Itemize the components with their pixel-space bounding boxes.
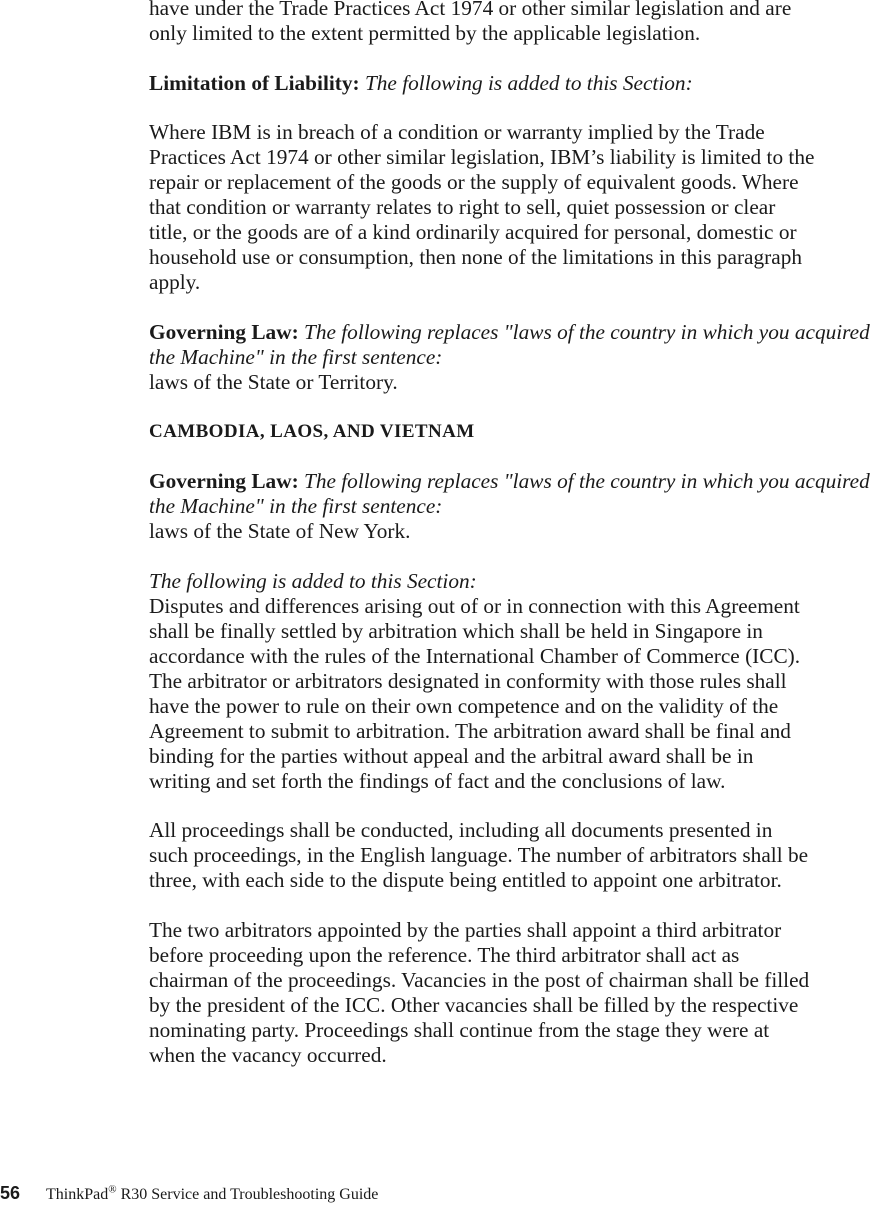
governing-law-intro: The following replaces "laws of the country in which you acquired [304, 320, 870, 344]
text-line: apply. [149, 270, 201, 294]
text-line: that condition or warranty relates to right to sell, quiet possession or clear [149, 195, 776, 219]
text-line: accordance with the rules of the International Chamber of Commerce (ICC). [149, 644, 801, 668]
text-line: by the president of the ICC. Other vacancies shall be filled by the respective [149, 993, 799, 1017]
text-line: only limited to the extent permitted by the applicable legislation. [149, 21, 701, 45]
text-line: All proceedings shall be conducted, including all documents presented in [149, 818, 773, 842]
page-footer [0, 1183, 378, 1205]
text-line: Practices Act 1974 or other similar legislation, IBM’s liability is limited to the [149, 145, 815, 169]
governing-law-intro-cont: the Machine" in the first sentence: [149, 345, 443, 369]
text-line: repair or replacement of the goods or the supply of equivalent goods. Where [149, 170, 799, 194]
text-line: chairman of the proceedings. Vacancies in the post of chairman shall be filled [149, 968, 810, 992]
limitation-intro: The following is added to this Section: [364, 71, 693, 95]
arbitrators-paragraph [149, 918, 878, 1068]
intro-paragraph [149, 0, 878, 46]
text-line: have under the Trade Practices Act 1974 or other similar legislation and are [149, 0, 792, 20]
country-heading: CAMBODIA, LAOS, AND VIETNAM [149, 421, 475, 442]
disputes-intro: The following is added to this Section: [149, 569, 477, 593]
text-line: three, with each side to the dispute being entitled to appoint one arbitrator. [149, 868, 782, 892]
governing-law-body: laws of the State or Territory. [149, 370, 398, 394]
page-number: 56 [0, 1183, 21, 1203]
limitation-body [149, 120, 878, 295]
text-line: The arbitrator or arbitrators designated in conformity with those rules shall [149, 669, 787, 693]
text-line: The two arbitrators appointed by the parties shall appoint a third arbitrator [149, 918, 782, 942]
text-line: writing and set forth the findings of fact and the conclusions of law. [149, 769, 726, 793]
book-title-prefix: ThinkPad [46, 1186, 109, 1203]
limitation-label: Limitation of Liability: [149, 71, 360, 95]
governing-law-label: Governing Law: [149, 320, 299, 344]
governing-law-2 [149, 469, 878, 544]
text-line: nominating party. Proceedings shall continue from the stage they were at [149, 1018, 770, 1042]
registered-mark: ® [108, 1183, 117, 1196]
text-line: Where IBM is in breach of a condition or warranty implied by the Trade [149, 120, 765, 144]
text-line: Agreement to submit to arbitration. The arbitration award shall be final and [149, 719, 791, 743]
text-line: when the vacancy occurred. [149, 1043, 387, 1067]
text-line: have the power to rule on their own competence and on the validity of the [149, 694, 779, 718]
text-line: title, or the goods are of a kind ordinarily acquired for personal, domestic or [149, 220, 797, 244]
text-line: binding for the parties without appeal and the arbitral award shall be in [149, 744, 754, 768]
text-line: shall be finally settled by arbitration which shall be held in Singapore in [149, 619, 763, 643]
text-line: before proceeding upon the reference. The third arbitrator shall act as [149, 943, 740, 967]
governing-law-intro-cont: the Machine" in the first sentence: [149, 494, 443, 518]
limitation-heading [149, 71, 878, 96]
text-line: Disputes and differences arising out of or in connection with this Agreement [149, 594, 800, 618]
governing-law-label: Governing Law: [149, 469, 299, 493]
text-line: household use or consumption, then none of the limitations in this paragraph [149, 245, 802, 269]
governing-law-1 [149, 320, 878, 395]
governing-law-body: laws of the State of New York. [149, 519, 411, 543]
governing-law-intro: The following replaces "laws of the country in which you acquired [304, 469, 870, 493]
text-line: such proceedings, in the English language. The number of arbitrators shall be [149, 843, 809, 867]
disputes-paragraph [149, 569, 878, 794]
proceedings-paragraph [149, 818, 878, 893]
book-title-suffix: R30 Service and Troubleshooting Guide [116, 1186, 379, 1203]
